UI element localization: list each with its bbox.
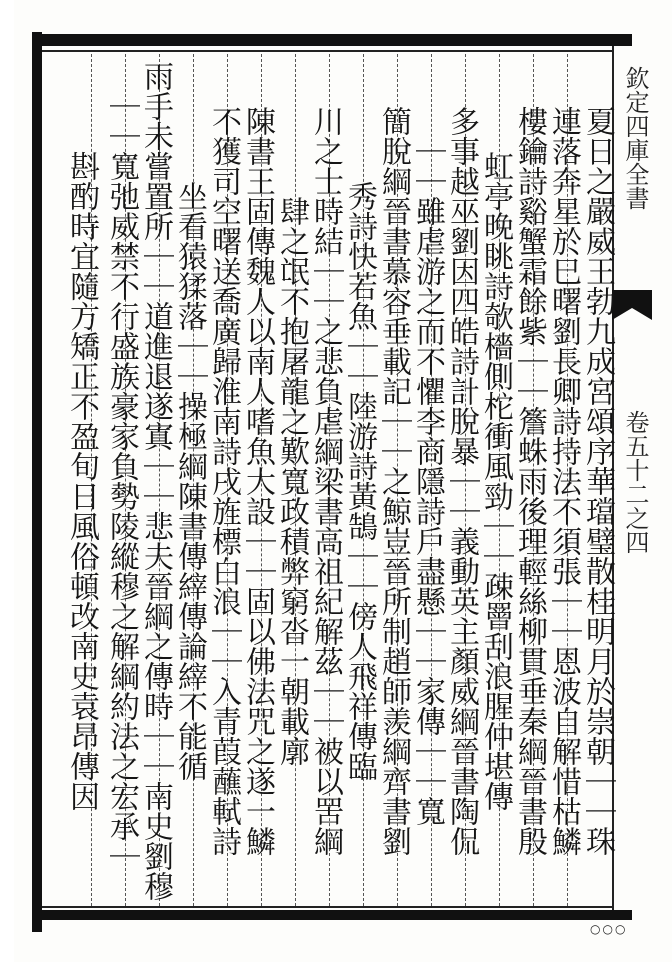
text-column-3: 樓鑰詩谿蟹霜餘紫｜｜簷蛛雨後理輕絲柳貫垂秦綱晉書殷 — [512, 106, 547, 856]
text-column-16: 斟酌時宜隨方矯正不盈旬日風俗頓改南史袁昂傳因 — [64, 151, 99, 811]
text-column-10: 肆之氓不抱屠龍之歎寬政積弊窮沓一朝載廓 — [274, 196, 309, 766]
inner-top-rule — [42, 50, 612, 52]
text-column-13: 坐看猿猱落｜｜操極綱陳書傳縡傳論縡不能循 — [172, 181, 207, 781]
left-frame-border — [32, 32, 42, 932]
text-column-6: ｜｜雖虐游之而不懼李商隱詩戶盡懸｜｜家傳｜｜寬 — [410, 136, 445, 826]
text-column-1: 夏日之嚴威王勃九成宮頌序華璫璧散桂明月於崇朝｜｜珠 — [580, 106, 615, 856]
volume-label: 卷五十二之四 — [621, 410, 649, 554]
text-column-11: 陳書王固傳魏人以南人嗜魚大設｜｜固以佛法咒之遂一鱗 — [240, 106, 275, 856]
bottom-frame-border — [32, 910, 632, 920]
text-column-14: 雨手未嘗置所｜｜道進退遂寘｜｜悲夫晉綱之傳時｜｜南史劉穆 — [138, 61, 173, 901]
text-column-15: ｜｜寬弛威禁不行盛族豪家負勢陵縱穆之解綱約法之宏承｜ — [104, 91, 139, 871]
page-gutter — [0, 0, 14, 962]
text-column-9: 川之士時結｜｜之悲負虐綱梁書高祖紀解茲｜｜被以罟綱 — [308, 106, 343, 856]
footer-marks: ○○○ — [590, 922, 628, 936]
text-column-4: 虹亭晚眺詩欹檣側柁衝風勁｜｜疎罾刮浪腥仲堪傳 — [478, 151, 513, 811]
text-column-5: 多事越巫劉因四皓詩計脫暴｜｜義動英主顏威綱晉書陶侃 — [444, 106, 479, 856]
book-title: 欽定四庫全書 — [621, 66, 649, 210]
text-column-8: 秀詩快若魚｜｜陸游詩黃鵠｜｜傍人飛祥傳臨 — [342, 181, 377, 781]
text-column-2: 連落奔星於巳曙劉長卿詩持法不須張｜｜恩波自解惜枯鱗 — [546, 106, 581, 856]
text-column-7: 簡脫綱晉書慕容垂載記｜｜之鯨豈晉所制趙師羨綱齊書劉 — [376, 106, 411, 856]
top-frame-border — [32, 34, 632, 46]
inner-bottom-rule — [42, 906, 612, 908]
text-column-12: 不獲司空曙送喬廣歸淮南詩戌旌標白浪｜｜入青葭蘸軾詩 — [206, 106, 241, 856]
